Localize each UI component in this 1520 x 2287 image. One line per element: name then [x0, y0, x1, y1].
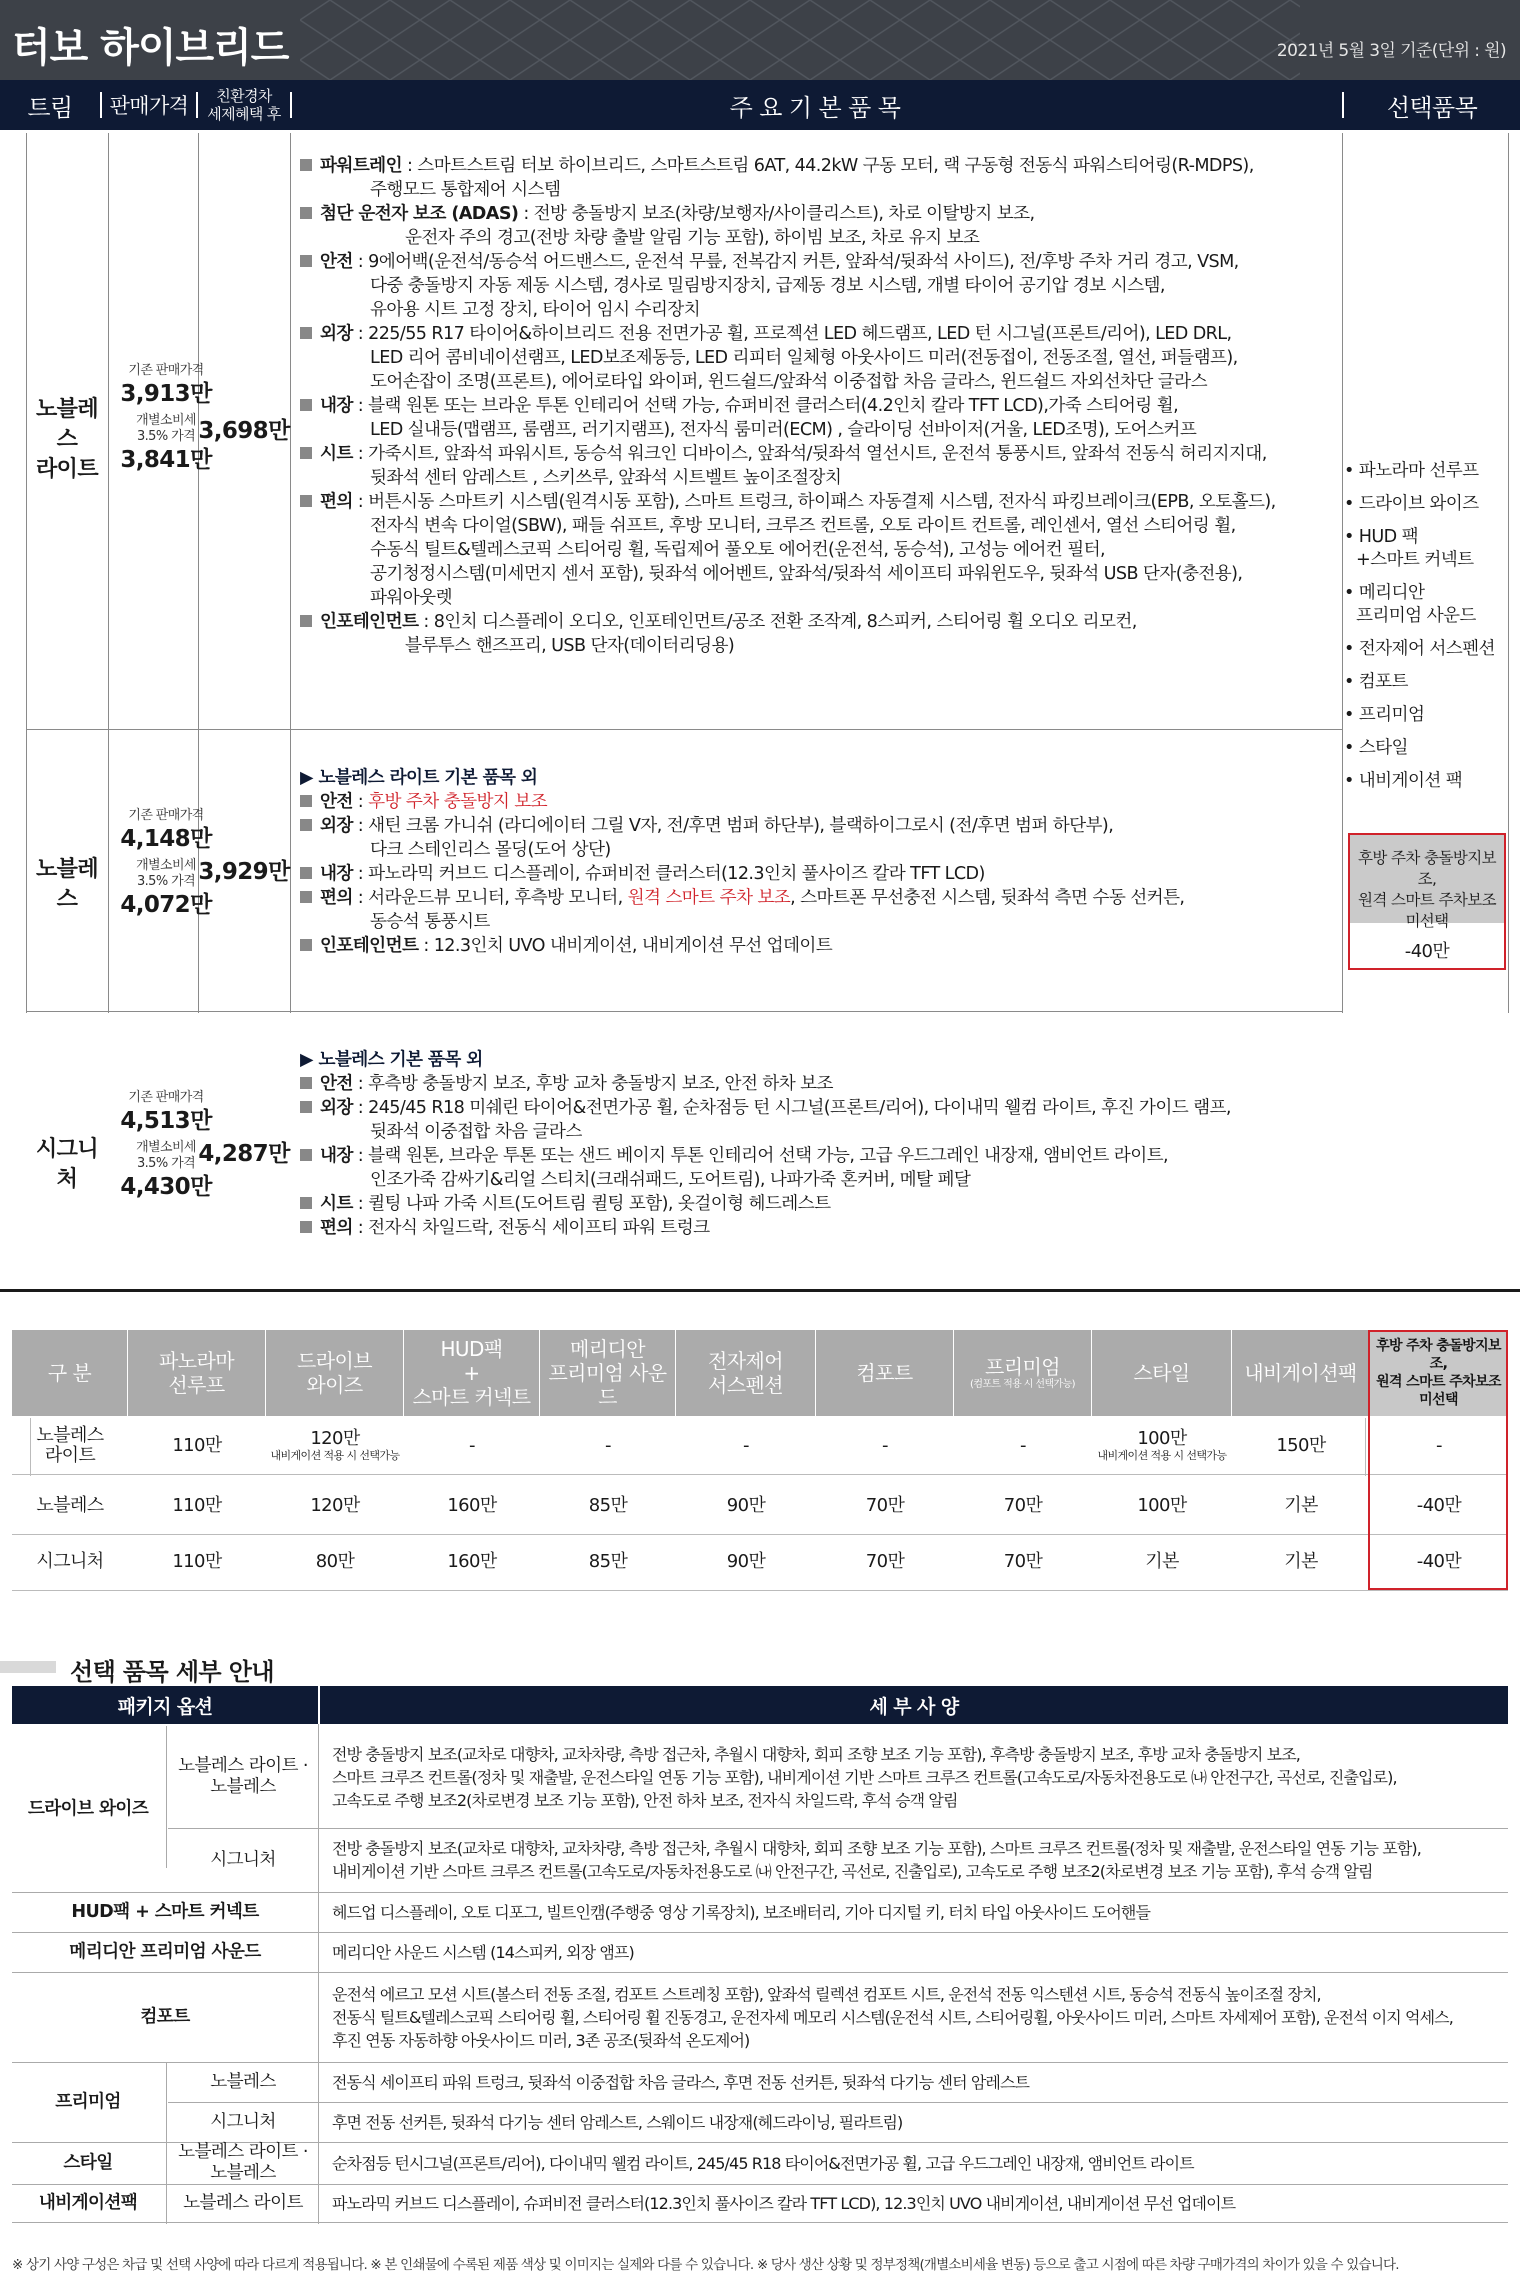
bullet-square [300, 1221, 312, 1233]
detail-sub: 노블레스 라이트 · 노블레스 [178, 1756, 308, 1797]
bullet-square [300, 1077, 312, 1089]
option-cell [1232, 1534, 1370, 1590]
option-cell-value: 110만 [172, 1435, 222, 1456]
option-cell-value: -40만 [1416, 1551, 1462, 1572]
feature-text: : 퀼팅 나파 가죽 시트(도어트림 퀼팅 포함), 옷걸이형 헤드레스트 [352, 1194, 831, 1214]
feature-line: 뒷좌석 센터 암레스트 , 스키쓰루, 앞좌석 시트벨트 높이조절장치 [370, 468, 842, 488]
option-cell-value: 150만 [1276, 1435, 1326, 1456]
column-header [0, 80, 1520, 130]
detail-line: 전방 충돌방지 보조(교차로 대향차, 교차차량, 측방 접근차, 추월시 대향차, 회피 조향 보조 기능 포함), 스마트 크루즈 컨트롤(정차 및 재출발, 운전스타일 연동 기능 포함), [332, 1839, 1421, 1858]
detail-vline [166, 2142, 167, 2224]
feature-line: 도어손잡이 조명(프론트), 에어로타입 와이퍼, 윈드쉴드/앞좌석 이중접합 차음 글라스, 윈드쉴드 자외선차단 글라스 [370, 372, 1207, 392]
red-column-outline [1368, 1330, 1508, 1590]
option-cell [128, 1478, 266, 1534]
option-header-label: HUD팩 + 스마트 커넥트 [412, 1337, 531, 1409]
detail-line: 내비게이션 기반 스마트 크루즈 컨트롤(고속도로/자동차전용도로 ㈏ 안전구간, 곡선로, 진출입로), 고속도로 주행 보조2(차로변경 보조 기능 포함), 후석 승객 알림 [332, 1862, 1373, 1881]
detail-sub: 노블레스 [210, 2071, 276, 2092]
feature-text: : 블랙 원톤 또는 브라운 투톤 인테리어 선택 가능, 슈퍼비전 클러스터(4.2인치 칼라 TFT LCD),가죽 스티어링 휠, [352, 396, 1179, 416]
trim-eco-signature: 4,287만 [198, 1141, 290, 1167]
feature-text: : 전자식 차일드락, 전동식 세이프티 파워 트렁크 [352, 1218, 710, 1238]
detail-pkg: 프리미엄 [55, 2091, 121, 2112]
option-item: 프리미엄 사운드 [1356, 606, 1476, 626]
feature-label: 안전 [320, 252, 353, 272]
option-header [954, 1330, 1092, 1416]
option-cell [1092, 1534, 1232, 1590]
detail-header-spec: 세 부 사 양 [320, 1686, 1508, 1724]
page-header [0, 0, 1520, 80]
detail-line: 전동식 틸트&텔레스코픽 스티어링 휠, 스티어링 휠 진동경고, 운전자세 메모리 시스템(운전석 시트, 스티어링휠, 아웃사이드 미러, 스마트 자세제어 포함), 운전석 이지 억세스, [332, 2007, 1453, 2027]
feature-line: 공기청정시스템(미세먼지 센서 포함), 뒷좌석 에어벤트, 앞좌석/뒷좌석 세이프티 파워윈도우, 뒷좌석 USB 단자(충전용), [370, 564, 1243, 584]
detail-pkg: 내비게이션팩 [38, 2192, 138, 2213]
option-header-label: 내비게이션팩 [1244, 1361, 1357, 1385]
option-header [676, 1330, 816, 1416]
feature-text: : 가죽시트, 앞좌석 파워시트, 동승석 워크인 디바이스, 앞좌석/뒷좌석 열선시트, 운전석 통풍시트, 앞좌석 전동식 허리지지대, [352, 444, 1267, 464]
option-header-label: 드라이브 와이즈 [297, 1349, 372, 1397]
feature-label: 외장 [320, 1098, 353, 1118]
detail-pkg: 드라이브 와이즈 [27, 1798, 149, 1819]
option-header-label: 파노라마 선루프 [159, 1349, 234, 1397]
detail-lines [332, 2152, 1194, 2175]
option-cell-value: 110만 [172, 1551, 222, 1572]
bullet-square [300, 159, 312, 171]
feature-line: 블루투스 핸즈프리, USB 단자(데이터리딩용) [405, 636, 735, 656]
option-item: • HUD 팩 [1344, 527, 1419, 547]
feature-line: 파워아웃렛 [370, 588, 452, 608]
trim-price-noblesse: 기존 판매가격 4,148만 개별소비세 3.5% 가격 4,072만 [120, 808, 212, 918]
feature-text: : 8인치 디스플레이 오디오, 인포테인먼트/공조 전환 조작계, 8스피커, 스티어링 휠 오디오 리모컨, [418, 612, 1137, 632]
bullet-square [300, 1197, 312, 1209]
feature-line [300, 1192, 1340, 1216]
detail-line: 운전석 에르고 모션 시트(볼스터 전동 조절, 컴포트 스트레칭 포함), 앞좌석 릴렉션 컴포트 시트, 운전석 전동 익스텐션 시트, 동승석 전동식 높이조절 장치, [332, 1984, 1321, 2004]
detail-spec [332, 1972, 1502, 2062]
option-item: +스마트 커넥트 [1356, 550, 1474, 570]
option-cell-value: 기본 [1145, 1551, 1179, 1572]
footnote: ※ 상기 사양 구성은 차급 및 선택 사양에 따라 다르게 적용됩니다. ※ 본 인쇄물에 수록된 제품 색상 및 이미지는 실제와 다를 수 있습니다. ※ 당사 생산 상황 및 정부정책(개별소비세율 변동) 등으로 출고 시점에 따른 차량 구매가격의 차이가 있을 수 있습니다. [12, 2257, 1399, 2273]
feature-line [300, 322, 1340, 346]
feature-line: LED 실내등(맵램프, 룸램프, 러기지램프), 전자식 룸미러(ECM) , 슬라이딩 선바이저(거울, LED조명), 도어스커프 [370, 420, 1197, 440]
lite-row-outline [30, 1418, 1366, 1476]
option-cell-value: 160만 [447, 1551, 497, 1572]
detail-spec [332, 1726, 1502, 1828]
option-cell-value: - [1020, 1435, 1026, 1456]
detail-line: 전방 충돌방지 보조(교차로 대향차, 교차차량, 측방 접근차, 추월시 대향차, 회피 조향 보조 기능 포함), 후측방 충돌방지 보조, 후방 교차 충돌방지 보조, [332, 1744, 1300, 1764]
option-cell [1092, 1478, 1232, 1534]
option-cell [816, 1478, 954, 1534]
feature-line [300, 394, 1340, 418]
detail-lines [332, 2111, 902, 2134]
detail-spec [332, 2184, 1502, 2222]
detail-line: 헤드업 디스플레이, 오토 디포그, 빌트인캠(주행중 영상 기록장치), 보조배터리, 기아 디지털 키, 터치 타입 아웃사이드 도어핸들 [332, 1902, 1151, 1922]
premium-note: (컴포트 적용 시 선택가능) [970, 1379, 1075, 1390]
option-row-name: 노블레스 라이트 [36, 1425, 104, 1466]
option-header [266, 1330, 404, 1416]
option-row-name: 시그니처 [36, 1551, 104, 1572]
detail-line: 스마트 크루즈 컨트롤(정차 및 재출발, 운전스타일 연동 기능 포함), 내비게이션 기반 스마트 크루즈 컨트롤(고속도로/자동차전용도로 ㈏ 안전구간, 곡선로, 진출입로), [332, 1767, 1397, 1787]
option-header [816, 1330, 954, 1416]
feature-text: : 전방 충돌방지 보조(차량/보행자/사이클리스트), 차로 이탈방지 보조, [518, 204, 1035, 224]
detail-line: 후면 전동 선커튼, 뒷좌석 다기능 센터 암레스트, 스웨이드 내장재(헤드라이닝, 필라트림) [332, 2112, 903, 2132]
option-item: • 메리디안 [1344, 583, 1425, 603]
bullet-square [300, 207, 312, 219]
feature-line [300, 1216, 1340, 1240]
detail-row-line [12, 2222, 1508, 2223]
features-noblesse: ▶ 노블레스 라이트 기본 품목 외 안전 : 후방 주차 충돌방지 보조 외장 : 새틴 크롬 가니쉬 (라디에이터 그릴 V자, 전/후면 범퍼 하단부), 블랙하이그로시 (전/후면 범퍼 하단부), 다크 스테인리스 몰딩(도어 상단) 내장 : 파노라믹 커브드 디스플레이, 슈퍼비전 클러스터(12.3인치 풀사이즈 칼라 TFT LCD) 편의 : 서라운드뷰 모니터, 후측방 모니터, 원격 스마트 주차 보조, 스마트폰 무선충전 시스템, 뒷좌석 측면 수동 선커튼, 동승석 통풍시트 인포테인먼트 : 12.3인치 UVO 내비게이션, 내비게이션 무선 업데이트 [300, 768, 1185, 956]
option-header-label: 프리미엄 [985, 1355, 1060, 1379]
detail-pkg: 메리디안 프리미엄 사운드 [69, 1941, 261, 1962]
feature-line [300, 1096, 1340, 1120]
option-cell-value: - [469, 1435, 475, 1456]
option-cell-value: 100만 [1137, 1495, 1187, 1516]
detail-pkg: HUD팩 + 스마트 커넥트 [71, 1901, 259, 1922]
feature-label: 인포테인먼트 [320, 612, 419, 632]
option-header-label: 구 분 [47, 1361, 92, 1385]
detail-pkg: 스타일 [63, 2152, 113, 2173]
option-cell-note: 내비게이션 적용 시 선택가능 [270, 1449, 400, 1462]
page-title: 터보 하이브리드 [12, 25, 289, 71]
feature-line [300, 490, 1340, 514]
detail-spec [332, 2062, 1502, 2102]
option-header-label: 전자제어 서스펜션 [708, 1349, 783, 1397]
feature-text: : 후측방 충돌방지 보조, 후방 교차 충돌방지 보조, 안전 하차 보조 [352, 1074, 833, 1094]
option-item: • 파노라마 선루프 [1344, 461, 1479, 481]
row-line [12, 1590, 1508, 1591]
detail-line: 메리디안 사운드 시스템 (14스피커, 외장 앰프) [332, 1942, 634, 1962]
option-cell [266, 1534, 404, 1590]
feature-line [300, 610, 1340, 634]
detail-sub: 노블레스 라이트 [183, 2192, 303, 2213]
option-header-label: 메리디안 프리미엄 사운드 [548, 1337, 667, 1409]
detail-spec [332, 1932, 1502, 1972]
option-item: • 내비게이션 팩 [1344, 771, 1463, 791]
option-item: • 컴포트 [1344, 672, 1408, 692]
trim-price-signature: 기존 판매가격 4,513만 개별소비세 3.5% 가격 4,430만 [120, 1090, 212, 1200]
feature-line: 다중 충돌방지 자동 제동 시스템, 경사로 밀림방지장치, 급제동 경보 시스템, 개별 타이어 공기압 경보 시스템, [370, 276, 1165, 296]
option-header-label: 후방 주차 충돌방지보조, 원격 스마트 주차보조 미선택 [1376, 1338, 1501, 1408]
bullet-square [300, 399, 312, 411]
option-header [1232, 1330, 1370, 1416]
detail-vline [318, 1724, 319, 2224]
option-cell-value: -40만 [1416, 1495, 1462, 1516]
option-cell-value: - [743, 1435, 749, 1456]
bullet-square [300, 1149, 312, 1161]
feature-text: : 9에어백(운전석/동승석 어드밴스드, 운전석 무릎, 전복감지 커튼, 앞좌석/뒷좌석 사이드), 전/후방 주차 거리 경고, VSM, [352, 252, 1239, 272]
feature-label: 첨단 운전자 보조 (ADAS) [320, 204, 519, 224]
feature-text: : 블랙 원톤, 브라운 투톤 또는 샌드 베이지 투톤 인테리어 선택 가능, 고급 우드그레인 내장재, 앰비언트 라이트, [352, 1146, 1168, 1166]
feature-label: 내장 [320, 396, 353, 416]
option-cell [540, 1534, 676, 1590]
detail-line: 파노라믹 커브드 디스플레이, 슈퍼비전 클러스터(12.3인치 풀사이즈 칼라 TFT LCD), 12.3인치 UVO 내비게이션, 내비게이션 무선 업데이트 [332, 2193, 1236, 2213]
option-cell-value: 120만 [310, 1428, 360, 1449]
detail-lines [332, 1837, 1421, 1883]
option-cell [404, 1534, 540, 1590]
feature-label: 파워트레인 [320, 156, 402, 176]
date-note: 2021년 5월 3일 기준(단위 : 원) [1276, 41, 1506, 61]
features-signature [300, 1048, 1340, 1240]
option-cell-value: 70만 [1003, 1551, 1043, 1572]
option-header [404, 1330, 540, 1416]
option-cell [676, 1534, 816, 1590]
bullet-square [300, 327, 312, 339]
bullet-square [300, 255, 312, 267]
option-cell-value: 120만 [310, 1495, 360, 1516]
option-item: • 전자제어 서스펜션 [1344, 639, 1495, 659]
option-cell-value: 110만 [172, 1495, 222, 1516]
option-cell-note: 내비게이션 적용 시 선택가능 [1097, 1449, 1227, 1462]
options-list [1344, 460, 1495, 803]
feature-label: 안전 [320, 1074, 353, 1094]
option-header [12, 1330, 128, 1416]
option-cell-value: 70만 [1003, 1495, 1043, 1516]
feature-line [300, 1144, 1340, 1168]
option-cell-value: 기본 [1284, 1495, 1318, 1516]
feature-text: : 버튼시동 스마트키 시스템(원격시동 포함), 스마트 트렁크, 하이패스 자동결제 시스템, 전자식 파킹브레이크(EPB, 오토홀드), [352, 492, 1276, 512]
features-lite [300, 154, 1340, 658]
feature-label: 외장 [320, 324, 353, 344]
feature-text: : 245/45 R18 미쉐린 타이어&전면가공 휠, 순차점등 턴 시그널(프론트/리어), 다이내믹 웰컴 라이트, 후진 가이드 램프, [352, 1098, 1231, 1118]
option-cell [954, 1478, 1092, 1534]
option-item: • 드라이브 와이즈 [1344, 494, 1479, 514]
feature-label: 시트 [320, 444, 353, 464]
option-header [540, 1330, 676, 1416]
option-header [1092, 1330, 1232, 1416]
option-item: • 프리미엄 [1344, 705, 1425, 725]
feature-line [300, 202, 1340, 226]
option-header-label: 컴포트 [856, 1361, 913, 1385]
bullet-square [300, 615, 312, 627]
detail-sub: 시그니처 [210, 1849, 276, 1870]
feature-label: 편의 [320, 1218, 353, 1238]
option-cell [676, 1478, 816, 1534]
feature-text: : 225/55 R17 타이어&하이브리드 전용 전면가공 휠, 프로젝션 LED 헤드램프, LED 턴 시그널(프론트/리어), LED DRL, [352, 324, 1232, 344]
detail-line: 후진 연동 자동하향 아웃사이드 미러, 3존 공조(뒷좌석 온도제어) [332, 2030, 750, 2050]
option-header [128, 1330, 266, 1416]
option-cell-value: - [1436, 1435, 1442, 1456]
option-item: • 스타일 [1344, 738, 1408, 758]
feature-line [300, 1048, 1340, 1072]
feature-line [300, 1072, 1340, 1096]
feature-line: 운전자 주의 경고(전방 차량 출발 알림 기능 포함), 하이빔 보조, 차로 유지 보조 [405, 228, 980, 248]
detail-lines [332, 1743, 1397, 1812]
option-cell [128, 1534, 266, 1590]
red-option-box: 후방 주차 충돌방지보조, 원격 스마트 주차보조 미선택 -40만 [1348, 833, 1506, 970]
trim-name-lite: 노블레스 라이트 [36, 397, 98, 482]
feature-line: LED 리어 콤비네이션램프, LED보조제동등, LED 리피터 일체형 아웃사이드 미러(전동접이, 전동조절, 열선, 퍼들램프), [370, 348, 1238, 368]
option-cell [540, 1478, 676, 1534]
feature-line: 주행모드 통합제어 시스템 [370, 180, 561, 200]
detail-lines [332, 1983, 1453, 2052]
detail-header-pkg: 패키지 옵션 [12, 1686, 318, 1724]
col-eco: 친환경차 세제혜택 후 [207, 87, 281, 123]
feature-line [300, 250, 1340, 274]
detail-sub: 시그니처 [210, 2111, 276, 2132]
option-cell-value: 70만 [865, 1495, 905, 1516]
detail-spec [332, 1892, 1502, 1932]
feature-line [300, 154, 1340, 178]
detail-spec [332, 2102, 1502, 2142]
option-cell [266, 1478, 404, 1534]
trim-eco-lite: 3,698만 [198, 418, 290, 444]
trim-price-lite: 기존 판매가격 3,913만 개별소비세 3.5% 가격 3,841만 [120, 363, 212, 473]
trim-name-signature: 시그니처 [36, 1137, 98, 1192]
option-cell [1232, 1478, 1370, 1534]
detail-lines [332, 1941, 634, 1964]
feature-label: 내장 [320, 1146, 353, 1166]
detail-vline [166, 2062, 167, 2142]
col-trim: 트림 [27, 93, 73, 122]
col-features: 주 요 기 본 품 목 [729, 93, 901, 122]
detail-line: 고속도로 주행 보조2(차로변경 보조 기능 포함), 안전 하차 보조, 전자식 차일드락, 후석 승객 알림 [332, 1790, 958, 1810]
feature-head: ▶ 노블레스 기본 품목 외 [300, 1050, 483, 1070]
detail-spec [332, 2142, 1502, 2184]
option-cell-value: 70만 [865, 1551, 905, 1572]
feature-line: 뒷좌석 이중접합 차음 글라스 [370, 1122, 582, 1142]
option-cell-value: 90만 [726, 1551, 766, 1572]
detail-spec [332, 1828, 1502, 1892]
trim-name-noblesse: 노블레스 [36, 857, 98, 912]
feature-line: 인조가죽 감싸기&리얼 스티치(크래쉬패드, 도어트림), 나파가죽 혼커버, 메탈 페달 [370, 1170, 971, 1190]
option-cell-value: 100만 [1137, 1428, 1187, 1449]
option-cell-value: 85만 [588, 1495, 628, 1516]
option-cell [404, 1478, 540, 1534]
option-cell-value: 90만 [726, 1495, 766, 1516]
option-cell [816, 1534, 954, 1590]
option-cell [954, 1534, 1092, 1590]
feature-line: 수동식 틸트&텔레스코픽 스티어링 휠, 독립제어 풀오토 에어컨(운전석, 동승석), 고성능 에어컨 필터, [370, 540, 1105, 560]
option-row-name: 노블레스 [36, 1495, 104, 1516]
feature-line [300, 442, 1340, 466]
option-cell-value: - [605, 1435, 611, 1456]
detail-lines [332, 2192, 1235, 2215]
option-cell-value: - [882, 1435, 888, 1456]
bullet-square [300, 447, 312, 459]
option-cell-value: 기본 [1284, 1551, 1318, 1572]
detail-lines [332, 2071, 1029, 2094]
option-cell-value: 160만 [447, 1495, 497, 1516]
col-options: 선택품목 [1386, 93, 1478, 122]
feature-line: 전자식 변속 다이얼(SBW), 패들 쉬프트, 후방 모니터, 크루즈 컨트롤, 오토 라이트 컨트롤, 레인센서, 열선 스티어링 휠, [370, 516, 1236, 536]
feature-label: 시트 [320, 1194, 353, 1214]
col-price: 판매가격 [109, 94, 189, 118]
detail-vline [166, 1726, 167, 1868]
trim-eco-noblesse: 3,929만 [198, 859, 290, 885]
feature-label: 편의 [320, 492, 353, 512]
option-cell-value: 85만 [588, 1551, 628, 1572]
detail-pkg: 컴포트 [140, 2006, 190, 2027]
option-header-label: 스타일 [1133, 1361, 1190, 1385]
bullet-square [300, 495, 312, 507]
option-cell-value: 80만 [315, 1551, 355, 1572]
feature-text: : 스마트스트림 터보 하이브리드, 스마트스트림 6AT, 44.2kW 구동 모터, 랙 구동형 전동식 파워스티어링(R-MDPS), [401, 156, 1254, 176]
detail-lines [332, 1901, 1150, 1924]
bullet-square [300, 1101, 312, 1113]
detail-line: 전동식 세이프티 파워 트렁크, 뒷좌석 이중접합 차음 글라스, 후면 전동 선커튼, 뒷좌석 다기능 센터 암레스트 [332, 2072, 1030, 2092]
detail-sub: 노블레스 라이트 · 노블레스 [178, 2142, 308, 2183]
detail-line: 순차점등 턴시그널(프론트/리어), 다이내믹 웰컴 라이트, 245/45 R18 타이어&전면가공 휠, 고급 우드그레인 내장재, 앰비언트 라이트 [332, 2153, 1194, 2173]
feature-line: 유아용 시트 고정 장치, 타이어 임시 수리장치 [370, 300, 701, 320]
